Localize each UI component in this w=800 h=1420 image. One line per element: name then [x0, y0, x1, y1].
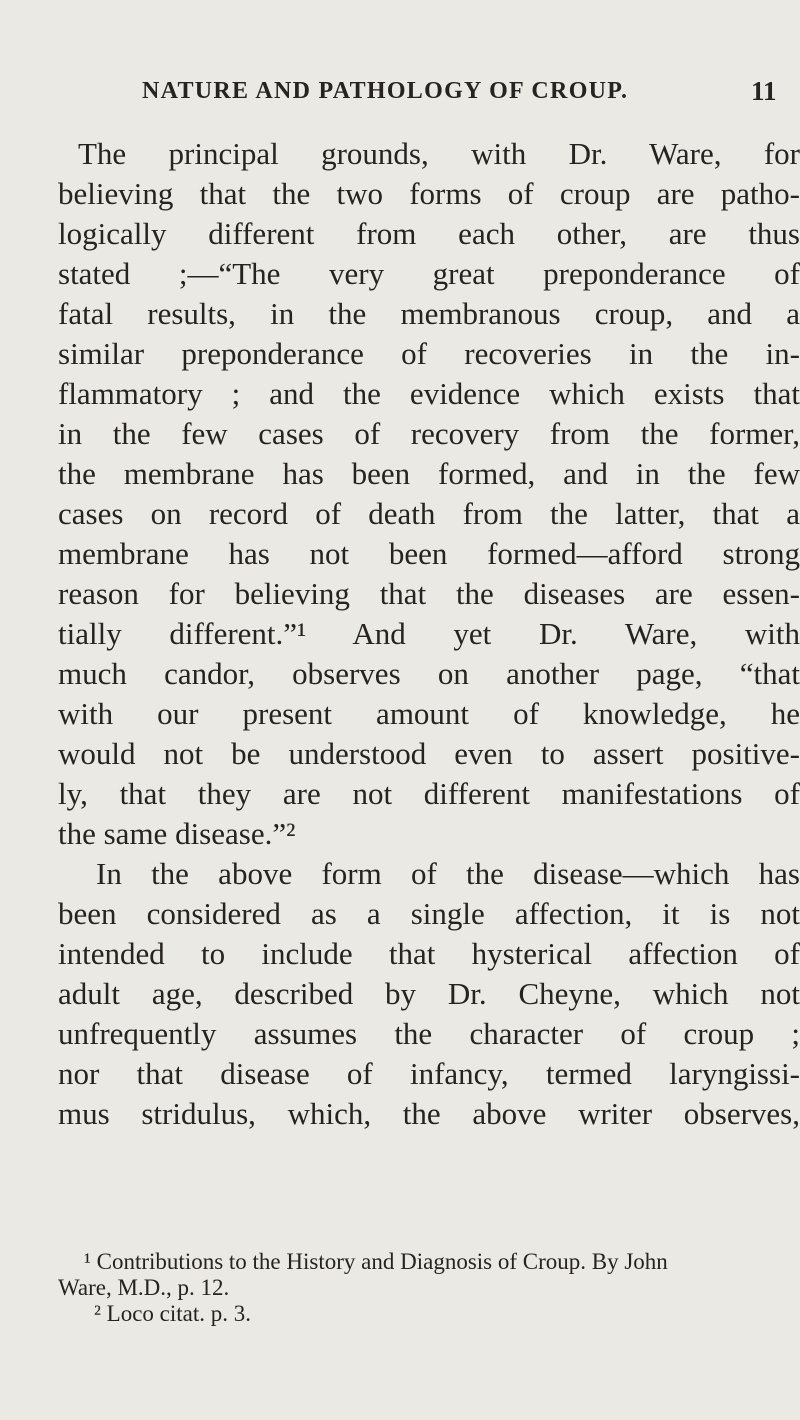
- body-line: tially different.”¹ And yet Dr. Ware, with: [58, 616, 800, 651]
- body-line: membrane has not been formed—afford strong: [58, 536, 800, 571]
- body-line: cases on record of death from the latter, that a: [58, 496, 800, 531]
- body-line: adult age, described by Dr. Cheyne, which not: [58, 976, 800, 1011]
- body-line: mus stridulus, which, the above writer observes,: [58, 1096, 800, 1131]
- footnote-line: ¹ Contributions to the History and Diagnosis of Croup. By John: [84, 1249, 668, 1274]
- body-line: the same disease.”²: [58, 816, 296, 851]
- body-line: ly, that they are not different manifestations of: [58, 776, 800, 811]
- body-line: unfrequently assumes the character of croup ;: [58, 1016, 800, 1051]
- body-line: much candor, observes on another page, “that: [58, 656, 800, 691]
- body-text: [58, 134, 800, 1134]
- body-line: In the above form of the disease—which has: [96, 856, 800, 891]
- body-line: the membrane has been formed, and in the few: [58, 456, 800, 491]
- body-line: similar preponderance of recoveries in the in-: [58, 336, 800, 371]
- body-line: in the few cases of recovery from the former,: [58, 416, 800, 451]
- footnote-line: Ware, M.D., p. 12.: [58, 1275, 230, 1300]
- body-line: with our present amount of knowledge, he: [58, 696, 800, 731]
- body-line: stated ;—“The very great preponderance of: [58, 256, 800, 291]
- body-line: would not be understood even to assert positive-: [58, 736, 800, 771]
- page-number: 11: [751, 76, 777, 106]
- body-line: nor that disease of infancy, termed laryngissi-: [58, 1056, 800, 1091]
- body-line: fatal results, in the membranous croup, and a: [58, 296, 800, 331]
- body-line: flammatory ; and the evidence which exists that: [58, 376, 800, 411]
- body-line: logically different from each other, are thus: [58, 216, 800, 251]
- running-head: NATURE AND PATHOLOGY OF CROUP.: [142, 78, 629, 104]
- body-line: The principal grounds, with Dr. Ware, for: [78, 136, 800, 171]
- footnote-line: ² Loco citat. p. 3.: [94, 1301, 251, 1326]
- body-line: been considered as a single affection, it is not: [58, 896, 800, 931]
- body-line: believing that the two forms of croup are patho-: [58, 176, 800, 211]
- body-line: intended to include that hysterical affection of: [58, 936, 800, 971]
- footnotes: [58, 1249, 800, 1327]
- body-line: reason for believing that the diseases are essen-: [58, 576, 800, 611]
